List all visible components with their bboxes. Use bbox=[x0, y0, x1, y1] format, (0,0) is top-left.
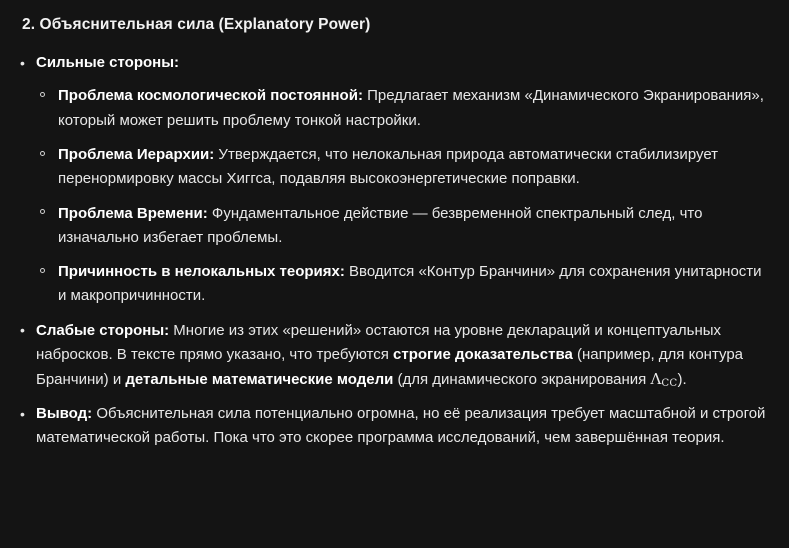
weaknesses-text-4: ). bbox=[677, 371, 687, 389]
subitem-body: Утверждается, что нелокальная природа автоматически стабилизирует перенормировку массы Хиггса, подавляя высокоэнергетические поправки. bbox=[58, 146, 719, 188]
conclusion-text: Объяснительная сила потенциально огромна, но её реализация требует масштабной и строгой математической работы. Пока что это скорее программа исследований, чем завершённая теория. bbox=[36, 405, 766, 447]
subitem-term: Проблема Иерархии: bbox=[58, 146, 215, 163]
circle-bullet-icon bbox=[40, 92, 45, 97]
lambda-base: Λ bbox=[650, 370, 662, 389]
subitem-text bbox=[58, 260, 767, 309]
list-item bbox=[36, 202, 767, 251]
weaknesses-text-3: (для динамического экранирования bbox=[393, 371, 651, 389]
circle-bullet-icon bbox=[40, 209, 45, 214]
weaknesses-text-2: (например, для контура Бранчини) и bbox=[36, 346, 743, 389]
subitem-body: Вводится «Контур Бранчини» для сохранения унитарности и макропричинности. bbox=[58, 263, 762, 305]
bullet-icon: • bbox=[20, 405, 25, 422]
strengths-label: Сильные стороны: bbox=[36, 54, 180, 72]
weaknesses-bold-1: строгие доказательства bbox=[393, 346, 573, 364]
bullet-icon: • bbox=[20, 54, 25, 71]
subitem-body: Предлагает механизм «Динамического Экранирования», который может решить проблему тонкой настройки. bbox=[58, 87, 764, 129]
strengths-sublist bbox=[36, 84, 767, 308]
subitem-body: Фундаментальное действие — безвременной спектральный след, что изначально избегает проблемы. bbox=[58, 204, 703, 246]
circle-bullet-icon bbox=[40, 268, 45, 273]
list-item bbox=[36, 84, 767, 133]
circle-bullet-icon bbox=[40, 151, 45, 156]
list-item bbox=[36, 260, 767, 309]
bullet-icon: • bbox=[20, 322, 25, 339]
top-level-list bbox=[14, 51, 767, 451]
subitem-term: Проблема Времени: bbox=[58, 204, 208, 222]
weaknesses-text-1: Многие из этих «решений» остаются на уровне деклараций и концептуальных набросков. В тексте прямо указано, что требуются bbox=[36, 321, 722, 364]
subitem-text bbox=[58, 84, 767, 133]
conclusion-label: Вывод: bbox=[36, 405, 93, 423]
weaknesses-label: Слабые стороны: bbox=[36, 321, 170, 339]
weaknesses-bold-2: детальные математические модели bbox=[125, 371, 394, 389]
lambda-symbol bbox=[650, 370, 677, 388]
subitem-text bbox=[58, 143, 767, 192]
subitem-term: Проблема космологической постоянной: bbox=[58, 87, 363, 105]
list-item-conclusion bbox=[14, 402, 767, 451]
lambda-subscript: CC bbox=[661, 378, 678, 390]
subitem-text bbox=[58, 202, 767, 251]
page-title: 2. Объяснительная сила (Explanatory Power) bbox=[22, 16, 371, 33]
list-item-weaknesses bbox=[14, 319, 767, 393]
list-item bbox=[36, 143, 767, 192]
subitem-term: Причинность в нелокальных теориях: bbox=[58, 263, 345, 281]
list-item-strengths bbox=[14, 51, 767, 309]
